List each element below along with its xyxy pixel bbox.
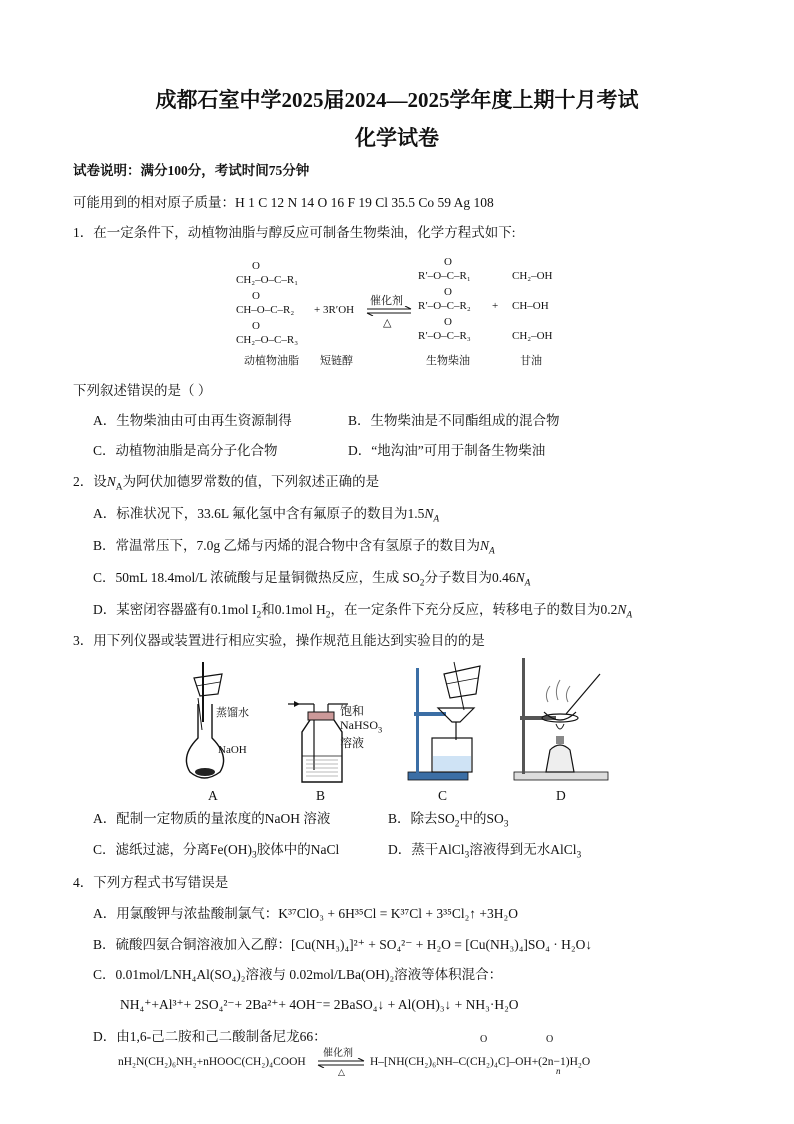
- exam-subtitle: 化学试卷: [355, 126, 439, 150]
- figure-b-wash-bottle: [284, 694, 394, 790]
- carbonyl-o: O: [252, 290, 260, 302]
- label-fat: 动植物油脂: [244, 355, 299, 367]
- figure-c-filtration: [404, 660, 494, 784]
- biodiesel-row-3: R′–O–C–R₃: [418, 330, 471, 342]
- q4-option-c-equation: NH₄⁺+Al³⁺+ 2SO₄²⁻+ 2Ba²⁺+ 4OH⁻= 2BaSO₄↓ + Al(OH)₃↓ + NH₃·H₂O: [120, 997, 519, 1012]
- q1-option-c: C．动植物油脂是高分子化合物: [93, 443, 278, 458]
- glycerol-row-2: CH–OH: [512, 300, 549, 312]
- q4-stem: 4．下列方程式书写错误是: [73, 875, 229, 890]
- glycerol-row-1: CH₂–OH: [512, 270, 553, 282]
- equilibrium-arrow: [365, 306, 413, 316]
- q4-option-c: C．0.01mol/LNH₄Al(SO₄)₂溶液与 0.02mol/LBa(OH)₂溶液等体积混合：: [93, 967, 503, 982]
- figure-c-label: C: [438, 788, 448, 803]
- biodiesel-row-1: R′–O–C–R₁: [418, 270, 471, 282]
- figure-a-label: A: [208, 788, 218, 803]
- q1-question: 下列叙述错误的是（ ）: [73, 383, 212, 398]
- q1-stem: 1．在一定条件下，动植物油脂与醇反应可制备生物柴油，化学方程式如下:: [73, 225, 516, 240]
- plus-sign: +: [492, 300, 499, 312]
- q2-option-c: C．50mL 18.4mol/L 浓硫酸与足量铜微热反应，生成 $SO_2$分子数目为$0.46N_A$: [93, 570, 531, 589]
- q3-option-b: B．除去$SO_2$中的$SO_3$: [388, 811, 509, 830]
- q4-option-d: D．由1,6-己二胺和己二酸制备尼龙66：: [93, 1029, 327, 1044]
- nylon-catalyst: 催化剂: [323, 1048, 353, 1059]
- nylon-n: n: [556, 1066, 561, 1076]
- label-glycerol: 甘油: [520, 355, 542, 367]
- q1-option-a: A．生物柴油由可由再生资源制得: [93, 413, 292, 428]
- q3-option-d: D．蒸干AlCl$_3$溶液得到无水AlCl$_3$: [388, 842, 582, 861]
- atomic-masses: 可能用到的相对原子质量：H 1 C 12 N 14 O 16 F 19 Cl 35.5 Co 59 Ag 108: [73, 195, 494, 210]
- nylon-heat: △: [338, 1067, 345, 1077]
- fat-row-3: CH₂–O–C–R₃: [236, 334, 299, 346]
- nylon-carbonyl-o-1: O: [480, 1034, 488, 1045]
- catalyst-label: 催化剂: [370, 295, 403, 307]
- biodiesel-row-2: R′–O–C–R₂: [418, 300, 471, 312]
- q3-option-a: A．配制一定物质的量浓度的NaOH 溶液: [93, 811, 331, 826]
- q2-option-d: D．某密闭容器盛有0.1mol $I_2$和0.1mol $H_2$，在一定条件下充分反应，转移电子的数目为$0.2N_A$: [93, 602, 633, 621]
- figure-d-evaporation: [510, 654, 618, 782]
- q2-option-a: A．标准状况下，33.6L 氟化氢中含有氟原子的数目为$1.5N_A$: [93, 506, 440, 525]
- label-solution: 溶液: [340, 736, 365, 750]
- q4-option-a: A．用氯酸钾与浓盐酸制氯气：K³⁷ClO₃ + 6H³⁵Cl = K³⁷Cl + 3³⁵Cl₂↑ +3H₂O: [93, 906, 518, 921]
- wash-bottle-drawing: [284, 694, 394, 790]
- carbonyl-o: O: [444, 316, 452, 328]
- label-biodiesel: 生物柴油: [426, 355, 470, 367]
- q2-stem: 2．设$N_A$为阿伏加德罗常数的值，下列叙述正确的是: [73, 474, 380, 493]
- figure-a-volumetric-flask: [176, 660, 286, 790]
- carbonyl-o: O: [444, 286, 452, 298]
- label-alcohol: 短链醇: [320, 355, 353, 367]
- filtration-drawing: [404, 660, 494, 784]
- carbonyl-o: O: [444, 256, 452, 268]
- q1-reaction-scheme: [230, 256, 610, 368]
- label-distilled-water: 蒸馏水: [216, 707, 249, 719]
- q4-option-b: B．硫酸四氨合铜溶液加入乙醇：[Cu(NH₃)₄]²⁺ + SO₄²⁻ + H₂O = [Cu(NH₃)₄]SO₄ · H₂O↓: [93, 937, 593, 952]
- short-alcohol: + 3R′OH: [314, 304, 355, 316]
- q2-option-b: B．常温常压下，7.0g 乙烯与丙烯的混合物中含有氢原子的数目为$N_A$: [93, 538, 495, 557]
- q3-stem: 3．用下列仪器或装置进行相应实验，操作规范且能达到实验目的的是: [73, 633, 485, 648]
- fat-row-2: CH–O–C–R₂: [236, 304, 295, 316]
- glycerol-row-3: CH₂–OH: [512, 330, 553, 342]
- q1-option-d: D．“地沟油”可用于制备生物柴油: [348, 443, 546, 458]
- fat-row-1: CH₂–O–C–R₁: [236, 274, 299, 286]
- nylon-products: H‒[NH(CH₂)₆NH‒C(CH₂)₄C]‒OH+(2n−1)H₂O: [370, 1056, 591, 1068]
- evaporation-drawing: [510, 654, 618, 782]
- carbonyl-o: O: [252, 320, 260, 332]
- volumetric-flask-drawing: [176, 660, 286, 790]
- exam-title: 成都石室中学2025届2024—2025学年度上期十月考试: [155, 88, 639, 112]
- figure-b-label: B: [316, 788, 326, 803]
- exam-note: 试卷说明：满分100分，考试时间75分钟: [73, 163, 310, 178]
- figure-d-label: D: [556, 788, 566, 803]
- nylon-reactants: nH₂N(CH₂)₆NH₂+nHOOC(CH₂)₄COOH: [118, 1056, 306, 1068]
- label-nahso3: NaHSO$_3$: [340, 718, 383, 735]
- q1-option-b: B．生物柴油是不同酯组成的混合物: [348, 413, 560, 428]
- nylon-carbonyl-o-2: O: [546, 1034, 554, 1045]
- heat-label: △: [383, 317, 392, 329]
- carbonyl-o: O: [252, 260, 260, 272]
- label-naoh: NaOH: [218, 744, 247, 756]
- q3-option-c: C．滤纸过滤，分离$Fe(OH)_3$胶体中的NaCl: [93, 842, 340, 861]
- label-saturated: 饱和: [340, 704, 365, 718]
